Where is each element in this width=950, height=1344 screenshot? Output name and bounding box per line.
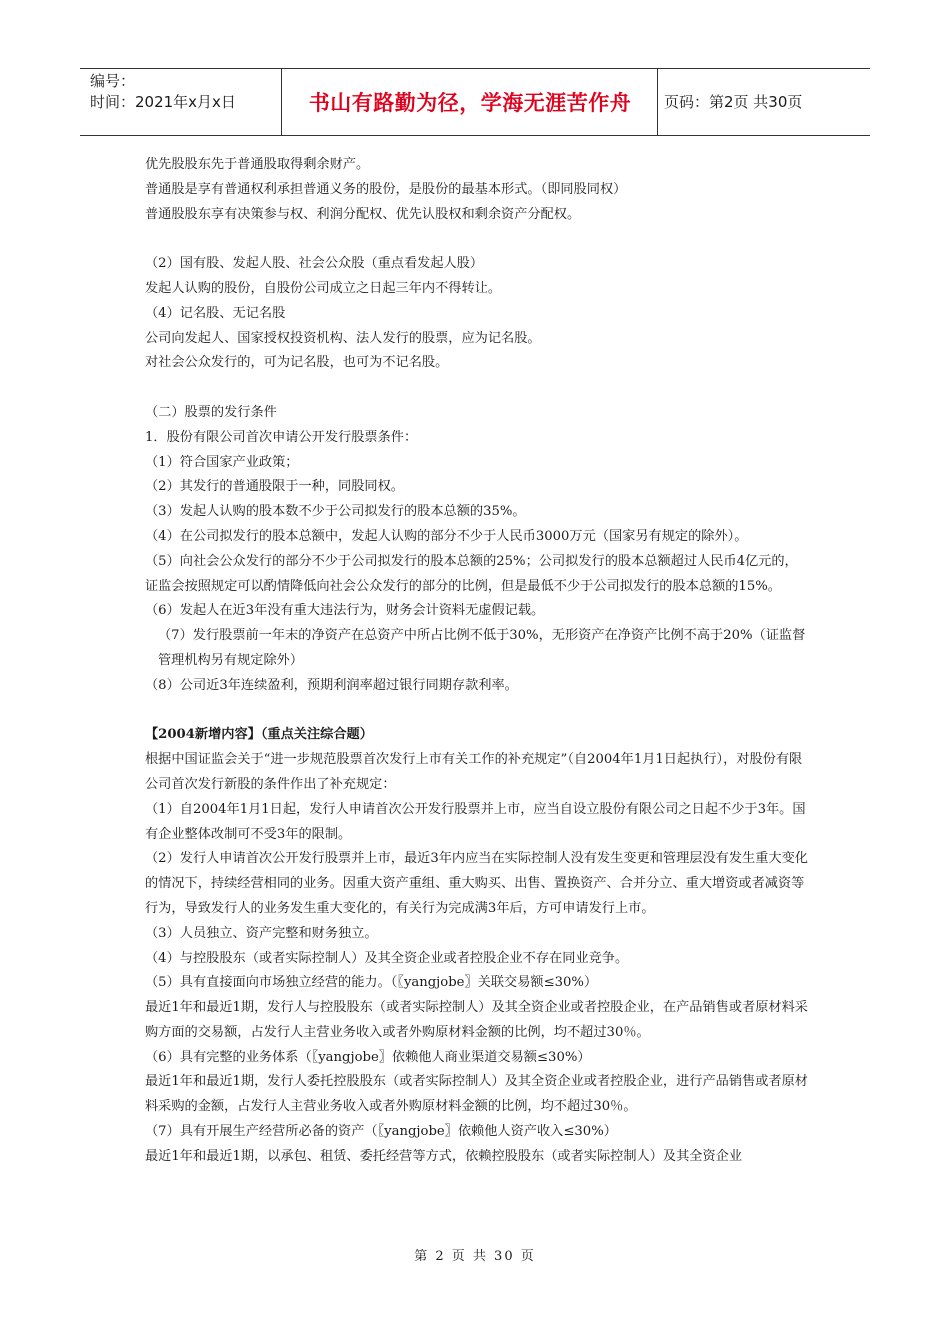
section-heading: 【2004新增内容】（重点关注综合题） <box>145 727 373 743</box>
paragraph: （4）与控股股东（或者实际控制人）及其全资企业或者控股企业不存在同业竞争。 <box>145 950 629 966</box>
paragraph: （2）发行人申请首次公开发行股票并上市，最近3年内应当在实际控制人没有发生变更和管理层没有发生重大变化的情况下，持续经营相同的业务。因重大资产重组、重大购买、出售、置换资产、合并分立、重大增资或者减资等行为，导致发行人的业务发生重大变化的，有关行为完成满3年后，方可申请发行上市。 <box>145 851 808 916</box>
paragraph: （1）符合国家产业政策； <box>145 454 299 470</box>
header-divider-1 <box>281 68 282 135</box>
paragraph: （4）在公司拟发行的股本总额中，发起人认购的部分不少于人民币3000万元（国家另有规定的除外）。 <box>145 528 748 544</box>
paragraph: （7）发行股票前一年末的净资产在总资产中所占比例不低于30%，无形资产在净资产比例不高于20%（证监督管理机构另有规定除外） <box>158 628 806 668</box>
paragraph: 公司向发起人、国家授权投资机构、法人发行的股票，应为记名股。 <box>145 330 541 346</box>
paragraph: 优先股股东先于普通股取得剩余财产。 <box>145 157 370 172</box>
number-label: 编号： <box>90 72 136 90</box>
header-meta <box>90 68 280 138</box>
paragraph: （8）公司近3年连续盈利，预期利润率超过银行同期存款利率。 <box>145 677 518 693</box>
time-label: 时间：2021年x月x日 <box>90 93 236 111</box>
paragraph: 普通股是享有普通权利承担普通义务的股份，是股份的最基本形式。（即同股同权） <box>145 181 627 197</box>
paragraph: 根据中国证监会关于“进一步规范股票首次发行上市有关工作的补充规定”（自2004年1月1日起执行），对股份有限公司首次发行新股的条件作出了补充规定： <box>145 752 803 792</box>
paragraph: 1．股份有限公司首次申请公开发行股票条件： <box>145 429 418 445</box>
paragraph: 对社会公众发行的，可为记名股，也可为不记名股。 <box>145 355 449 371</box>
header-divider-2 <box>657 68 658 135</box>
paragraph: （5）向社会公众发行的部分不少于公司拟发行的股本总额的25%；公司拟发行的股本总额超过人民币4亿元的，证监会按照规定可以酌情降低向社会公众发行的部分的比例，但是最低不少于公司拟发行的股本总额的15%。 <box>145 553 798 594</box>
paragraph: 最近1年和最近1期，发行人与控股股东（或者实际控制人）及其全资企业或者控股企业，在产品销售或者原材料采购方面的交易额，占发行人主营业务收入或者外购原材料金额的比例，均不超过30％。 <box>145 1000 808 1040</box>
blank-line <box>145 227 810 252</box>
paragraph: 最近1年和最近1期，以承包、租赁、委托经营等方式，依赖控股股东（或者实际控制人）及其全资企业 <box>145 1148 743 1164</box>
paragraph: （7）具有开展生产经营所必备的资产（〖yangjobe〗依赖他人资产收入≤30%） <box>145 1124 617 1140</box>
paragraph: （1）自2004年1月1日起，发行人申请首次公开发行股票并上市，应当自设立股份有限公司之日起不少于3年。国有企业整体改制可不受3年的限制。 <box>145 801 806 842</box>
paragraph: 普通股股东享有决策参与权、利润分配权、优先认股权和剩余资产分配权。 <box>145 206 581 222</box>
paragraph: （4）记名股、无记名股 <box>145 305 286 321</box>
paragraph: （3）人员独立、资产完整和财务独立。 <box>145 925 378 941</box>
paragraph: （6）发起人在近3年没有重大违法行为，财务会计资料无虚假记载。 <box>145 603 545 619</box>
paragraph: （5）具有直接面向市场独立经营的能力。（〖yangjobe〗关联交易额≤30%） <box>145 975 598 991</box>
blank-line <box>145 376 810 401</box>
paragraph: （6）具有完整的业务体系（〖yangjobe〗依赖他人商业渠道交易额≤30%） <box>145 1049 591 1065</box>
paragraph: （2）其发行的普通股限于一种，同股同权。 <box>145 479 404 495</box>
document-body <box>145 153 810 1170</box>
page-footer: 第 2 页 共 30 页 <box>414 1249 536 1264</box>
paragraph: 发起人认购的股份，自股份公司成立之日起三年内不得转让。 <box>145 280 502 296</box>
header-motto: 书山有路勤为径，学海无涯苦作舟 <box>308 90 632 115</box>
paragraph: （二）股票的发行条件 <box>145 404 277 420</box>
paragraph: （3）发起人认购的股本数不少于公司拟发行的股本总额的35%。 <box>145 504 526 520</box>
paragraph: 最近1年和最近1期，发行人委托控股股东（或者实际控制人）及其全资企业或者控股企业，进行产品销售或者原材料采购的金额，占发行人主营业务收入或者外购原材料金额的比例，均不超过30％。 <box>145 1074 808 1115</box>
paragraph: （2）国有股、发起人股、社会公众股（重点看发起人股） <box>145 256 484 272</box>
header-page-info: 页码：第2页 共30页 <box>664 93 803 111</box>
blank-line <box>145 699 810 724</box>
